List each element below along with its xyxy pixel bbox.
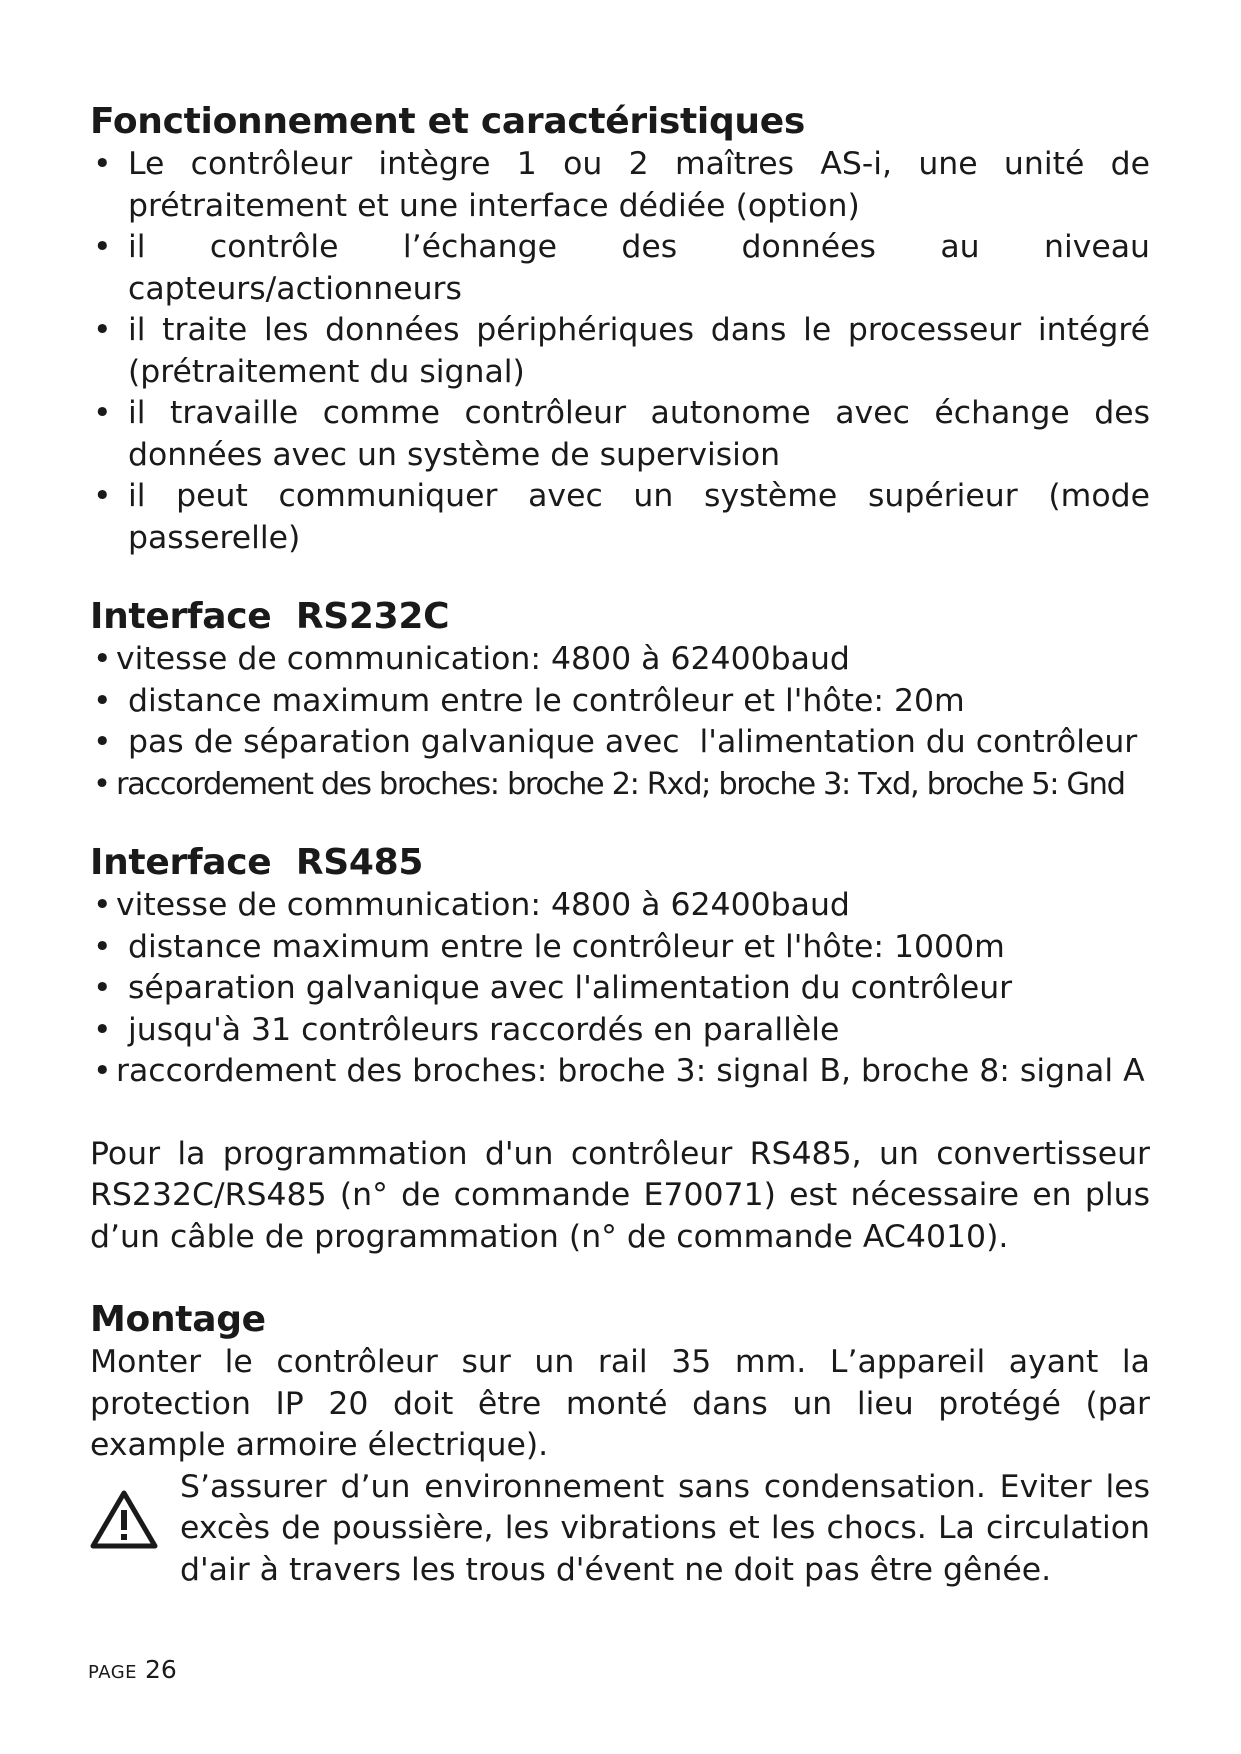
page-footer — [88, 1655, 177, 1684]
fonctionnement-list — [90, 144, 1150, 559]
list-item: • raccordement des broches: broche 3: signal B, broche 8: signal A — [90, 1051, 1150, 1093]
list-item: • vitesse de communication: 4800 à 62400baud — [90, 885, 1150, 927]
section-title-rs232c: Interface RS232C — [90, 596, 450, 637]
rs485-list — [90, 885, 1150, 1093]
list-item: • pas de séparation galvanique avec l'alimentation du contrôleur — [90, 722, 1150, 764]
page-number: 26 — [144, 1655, 177, 1684]
rs232c-list — [90, 639, 1150, 805]
list-item: • jusqu'à 31 contrôleurs raccordés en parallèle — [90, 1010, 1150, 1052]
section-rs485 — [90, 841, 1150, 1258]
rs485-programming-note: Pour la programmation d'un contrôleur RS485, un convertisseur RS232C/RS485 (n° de commande E70071) est nécessaire en plus d’un câble de programmation (n° de commande AC4010). — [90, 1135, 1150, 1255]
list-item: • distance maximum entre le contrôleur et l'hôte: 20m — [90, 681, 1150, 723]
section-rs232c — [90, 595, 1150, 805]
section-montage — [90, 1298, 1150, 1591]
warning-note — [90, 1467, 1150, 1592]
list-item: • vitesse de communication: 4800 à 62400baud — [90, 639, 1150, 681]
list-item: • Le contrôleur intègre 1 ou 2 maîtres AS-i, une unité de prétraitement et une interface dédiée (option) — [90, 144, 1150, 227]
section-title-fonctionnement: Fonctionnement et caractéristiques — [90, 101, 806, 142]
section-title-montage: Montage — [90, 1299, 266, 1340]
section-title-rs485: Interface RS485 — [90, 842, 424, 883]
list-item: • il peut communiquer avec un système supérieur (mode passerelle) — [90, 476, 1150, 559]
list-item: • il contrôle l’échange des données au niveau capteurs/actionneurs — [90, 227, 1150, 310]
warning-text: S’assurer d’un environnement sans condensation. Eviter les excès de poussière, les vibrations et les chocs. La circulation d'air à travers les trous d'évent ne doit pas être gênée. — [180, 1468, 1150, 1588]
list-item: • il travaille comme contrôleur autonome avec échange des données avec un système de supervision — [90, 393, 1150, 476]
list-item: • distance maximum entre le contrôleur et l'hôte: 1000m — [90, 927, 1150, 969]
list-item: • il traite les données périphériques dans le processeur intégré (prétraitement du signal) — [90, 310, 1150, 393]
list-item: • raccordement des broches: broche 2: Rxd; broche 3: Txd, broche 5: Gnd — [90, 764, 1150, 806]
page-label: PAGE — [88, 1662, 138, 1683]
montage-text: Monter le contrôleur sur un rail 35 mm. L’appareil ayant la protection IP 20 doit être monté dans un lieu protégé (par example armoire électrique). — [90, 1344, 1150, 1463]
section-fonctionnement — [90, 100, 1150, 559]
warning-triangle-icon — [90, 1489, 158, 1549]
page-content — [90, 100, 1150, 1591]
list-item: • séparation galvanique avec l'alimentation du contrôleur — [90, 968, 1150, 1010]
